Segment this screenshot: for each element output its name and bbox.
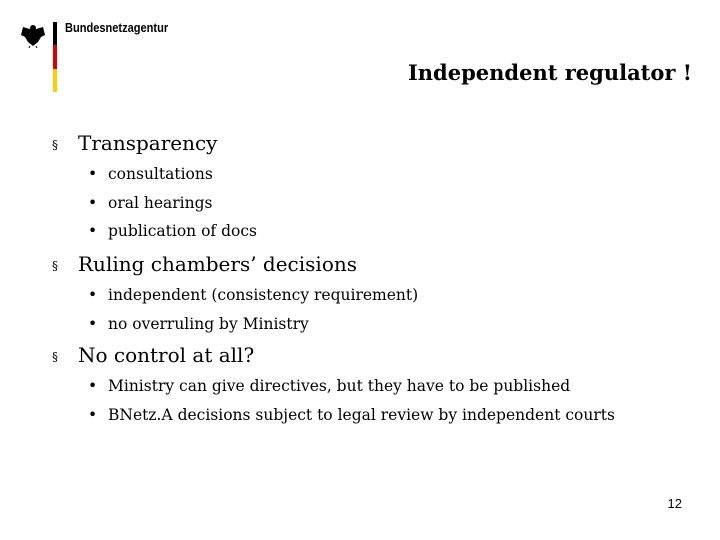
brand-name: Bundesnetzagentur xyxy=(65,20,169,35)
sub-bullet: • consultations xyxy=(88,165,213,183)
german-flag-bar xyxy=(53,22,57,92)
sub-bullet: • oral hearings xyxy=(88,194,213,212)
sub-bullet: • publication of docs xyxy=(88,222,257,240)
bullet-no-control: § No control at all? xyxy=(52,343,255,367)
bullet-transparency: § Transparency xyxy=(52,131,218,155)
sub-bullet: • independent (consistency requirement) xyxy=(88,286,419,304)
sub-bullet: • no overruling by Ministry xyxy=(88,315,309,333)
sub-bullet: • BNetz.A decisions subject to legal review by independent courts xyxy=(88,406,615,424)
page-number: 12 xyxy=(667,496,682,511)
slide-title: Independent regulator ! xyxy=(407,60,692,85)
bullet-ruling-chambers: § Ruling chambers’ decisions xyxy=(52,252,358,276)
federal-eagle-icon xyxy=(20,22,46,48)
sub-bullet: • Ministry can give directives, but they have to be published xyxy=(88,377,571,395)
